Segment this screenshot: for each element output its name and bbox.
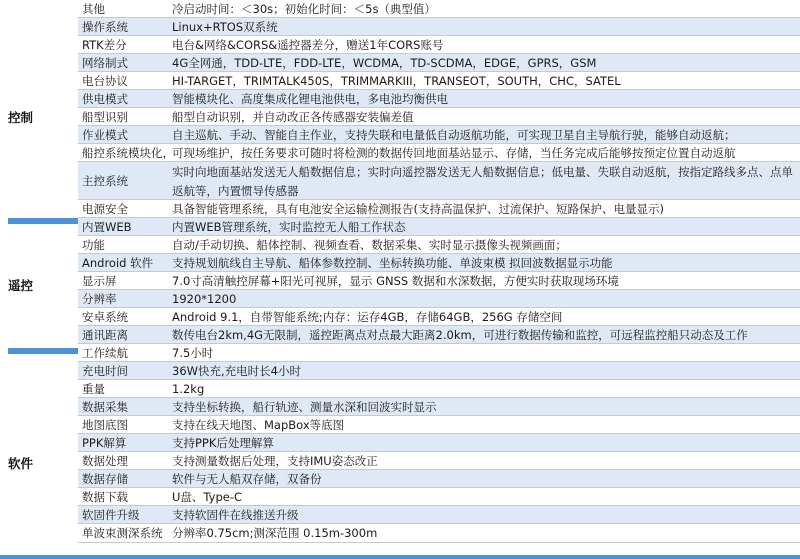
spec-row [78,524,800,543]
spec-value: 可现场维护，按任务要求可随时将检测的数据传回地面基站显示、存储，当任务完成后能够按预定位置自动返航 [172,145,736,160]
spec-table [78,0,800,543]
spec-key: 地图底图 [82,417,128,432]
spec-key: 充电时间 [82,363,128,378]
category-column [0,0,78,559]
spec-value: 分辨率0.75cm;测深范围 0.15m-300m [172,526,378,540]
spec-value: 冷启动时间：＜30s；初始化时间：＜5s（典型值） [172,1,436,16]
spec-key: 其他 [82,1,105,16]
spec-key: 软固件升级 [82,507,140,522]
spec-key: 显示屏 [82,273,117,288]
spec-row [78,144,800,162]
spec-value: U盘、Type-C [172,489,243,504]
spec-row [78,308,800,326]
spec-key: 电台协议 [82,73,128,88]
spec-key: 数据采集 [82,399,128,414]
spec-value: 船型自动识别，并自动改正各传感器安装偏差值 [172,109,414,124]
spec-row [78,326,800,344]
spec-key: PPK解算 [82,435,127,450]
spec-key: RTK差分 [82,37,127,52]
spec-row [78,380,800,398]
spec-key: 通讯距离 [82,327,128,342]
spec-row [78,54,800,72]
spec-value: 智能模块化、高度集成化锂电池供电，多电池均衡供电 [172,91,448,106]
category-control-label: 控制 [8,110,34,125]
spec-value: 数传电台2km,4G无限制，遥控距离点对点最大距离2.0km，可进行数据传输和监控，可远程监控船只动态及工作 [172,327,748,342]
spec-key: 工作续航 [82,345,128,360]
spec-value: 支持PPK后处理解算 [172,435,274,450]
category-software-label: 软件 [8,456,34,471]
spec-value: 支持在线天地图、MapBox等底图 [172,417,345,432]
spec-row [78,488,800,506]
spec-value: 软件与无人船双存储，双备份 [172,471,322,486]
spec-value: Android 9.1，自带智能系统;内存：运存4GB，存储64GB，256G 存储空间 [172,309,563,324]
spec-row [78,470,800,488]
spec-key: 网络制式 [82,55,128,70]
spec-value: 7.0寸高清触控屏幕+阳光可视屏，显示 GNSS 数据和水深数据，方便实时获取现场环境 [172,273,619,288]
spec-row [78,452,800,470]
spec-row [78,398,800,416]
spec-row [78,434,800,452]
spec-value: 自动/手动切换、船体控制、视频查看、数据采集、实时显示摄像头视频画面； [172,237,567,252]
spec-value: 支持软固件在线推送升级 [172,507,299,522]
spec-row [78,236,800,254]
spec-key: 分辨率 [82,291,117,306]
spec-key: 操作系统 [82,19,128,34]
spec-key: 船控系统模块化， [82,145,174,160]
spec-value: 内置WEB管理系统，实时监控无人船工作状态 [172,219,406,234]
spec-value: 支持测量数据后处理，支持IMU姿态改正 [172,453,378,468]
spec-row [78,36,800,54]
spec-row [78,108,800,126]
spec-value: HI-TARGET，TRIMTALK450S，TRIMMARKIII，TRANSEOT，SOUTH，CHC，SATEL [172,73,621,88]
spec-key: 供电模式 [82,91,128,106]
category-software-divider [8,348,78,354]
spec-key: 单波束测深系统 [82,526,163,540]
spec-row [78,0,800,18]
spec-row [78,290,800,308]
spec-key: 内置WEB [82,219,132,234]
spec-row [78,506,800,524]
spec-key: 数据存储 [82,471,128,486]
spec-value: 支持规划航线自主导航、船体参数控制、坐标转换功能、单波束模 拟回波数据显示功能 [172,255,613,270]
spec-value: 具备智能管理系统，具有电池安全运输检测报告(支持高温保护、过流保护、短路保护、电量显示) [172,201,664,216]
spec-row [78,416,800,434]
spec-row [78,200,800,218]
spec-value: 实时向地面基站发送无人船数据信息；实时向遥控器发送无人船数据信息；低电量、失联自动返航，按指定路线多点、点单返航等，内置惯导传感器 [172,165,793,198]
spec-row [78,218,800,236]
spec-key: 作业模式 [82,127,128,142]
bottom-accent-bar [0,555,800,559]
spec-key: 功能 [82,237,105,252]
spec-key: 安卓系统 [82,309,128,324]
spec-value: Linux+RTOS双系统 [172,19,278,34]
spec-row [78,126,800,144]
spec-key: 电源安全 [82,201,128,216]
spec-row [78,362,800,380]
spec-row [78,272,800,290]
spec-row [78,254,800,272]
spec-row [78,90,800,108]
spec-value: 36W快充,充电时长4小时 [172,363,301,378]
spec-row [78,162,800,200]
spec-value: 支持坐标转换，船行轨迹、测量水深和回波实时显示 [172,399,437,414]
spec-key: 船型识别 [82,109,128,124]
spec-value: 1.2kg [172,381,205,396]
spec-row [78,18,800,36]
spec-key: Android 软件 [82,255,154,270]
spec-key: 重量 [82,381,105,396]
spec-row [78,344,800,362]
spec-row [78,72,800,90]
spec-key: 主控系统 [82,173,128,188]
spec-value: 1920*1200 [172,291,237,306]
spec-value: 7.5小时 [172,345,214,360]
spec-value: 电台&网络&CORS&遥控器差分，赠送1年CORS账号 [172,37,444,52]
spec-value: 4G全网通，TDD-LTE，FDD-LTE，WCDMA，TD-SCDMA，EDGE，GPRS，GSM [172,55,597,70]
category-remote-label: 遥控 [8,278,34,293]
spec-value: 自主巡航、手动、智能自主作业，支持失联和电量低自动返航功能，可实现卫星自主导航行驶，能够自动返航； [172,127,736,142]
category-remote-divider [8,218,78,224]
spec-key: 数据下载 [82,489,128,504]
spec-key: 数据处理 [82,453,128,468]
